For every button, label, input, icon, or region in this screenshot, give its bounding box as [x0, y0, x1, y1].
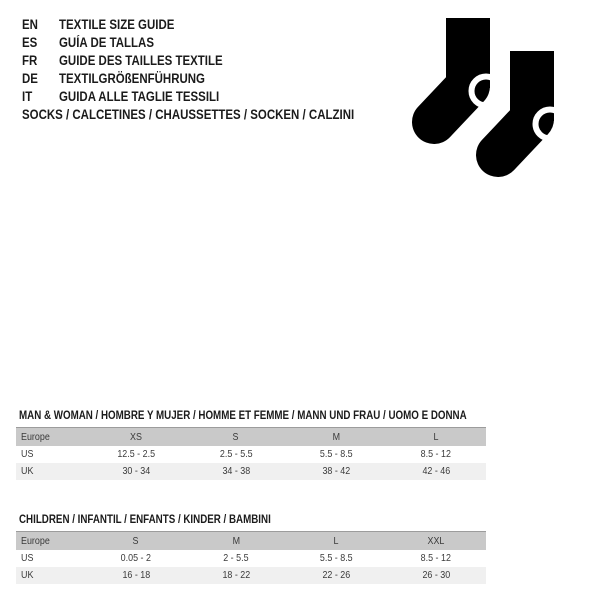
socks-icon	[400, 0, 600, 200]
size-cell: 26 - 30	[422, 569, 450, 581]
size-cell: 0.05 - 2	[120, 552, 152, 564]
language-row-fr	[22, 52, 413, 70]
size-cell: 34 - 38	[222, 465, 250, 477]
size-cell: 30 - 34	[122, 465, 150, 477]
children-size-table	[16, 531, 486, 584]
language-title: TEXTILGRÖßENFÜHRUNG	[59, 71, 205, 86]
size-cell: 5.5 - 8.5	[319, 552, 353, 564]
column-header-size: M	[332, 430, 340, 443]
table-row-us	[16, 446, 486, 463]
column-header-size: S	[233, 430, 239, 443]
row-label: UK	[21, 465, 34, 477]
size-cell: 38 - 42	[322, 465, 350, 477]
table-header-row	[16, 532, 486, 550]
column-header-size: XS	[130, 430, 142, 443]
size-cell: 16 - 18	[122, 569, 150, 581]
row-label: US	[21, 552, 34, 564]
language-row-en	[22, 16, 413, 34]
size-cell: 8.5 - 12	[420, 552, 452, 564]
language-code: FR	[22, 53, 38, 68]
children-table-title: CHILDREN / INFANTIL / ENFANTS / KINDER / BAMBINI	[19, 514, 271, 526]
language-code: ES	[22, 35, 38, 50]
language-code: IT	[22, 89, 33, 104]
language-title: GUIDA ALLE TAGLIE TESSILI	[59, 89, 220, 104]
table-row-uk	[16, 463, 486, 480]
sock-2	[498, 51, 565, 155]
column-header-size: L	[333, 534, 339, 547]
adult-table-title: MAN & WOMAN / HOMBRE Y MUJER / HOMME ET FEMME / MANN UND FRAU / UOMO E DONNA	[19, 410, 467, 422]
size-cell: 18 - 22	[222, 569, 250, 581]
size-cell: 2.5 - 5.5	[219, 448, 253, 460]
size-cell: 2 - 5.5	[223, 552, 249, 564]
size-cell: 8.5 - 12	[420, 448, 452, 460]
size-cell: 5.5 - 8.5	[319, 448, 353, 460]
column-header-region: Europe	[21, 430, 50, 443]
language-code: DE	[22, 71, 38, 86]
language-row-es	[22, 34, 413, 52]
language-title: TEXTILE SIZE GUIDE	[59, 17, 175, 32]
column-header-region: Europe	[21, 534, 50, 547]
size-cell: 12.5 - 2.5	[117, 448, 155, 460]
sock-1	[434, 18, 501, 122]
table-row-us	[16, 550, 486, 567]
adult-size-table-section	[16, 408, 486, 480]
language-row-de	[22, 70, 413, 88]
size-cell: 22 - 26	[322, 569, 350, 581]
language-title: GUIDE DES TAILLES TEXTILE	[59, 53, 223, 68]
size-cell: 42 - 46	[422, 465, 450, 477]
column-header-size: S	[133, 534, 139, 547]
table-row-uk	[16, 567, 486, 584]
column-header-size: XXL	[427, 534, 445, 547]
language-row-it	[22, 88, 413, 106]
adult-size-table	[16, 427, 486, 480]
language-title-list	[22, 16, 413, 124]
children-size-table-section	[16, 512, 486, 584]
row-label: US	[21, 448, 34, 460]
column-header-size: L	[433, 430, 439, 443]
language-title: GUÍA DE TALLAS	[59, 35, 154, 50]
language-code: EN	[22, 17, 38, 32]
row-label: UK	[21, 569, 34, 581]
column-header-size: M	[232, 534, 240, 547]
table-header-row	[16, 428, 486, 446]
category-line: SOCKS / CALCETINES / CHAUSSETTES / SOCKEN / CALZINI	[22, 107, 355, 122]
